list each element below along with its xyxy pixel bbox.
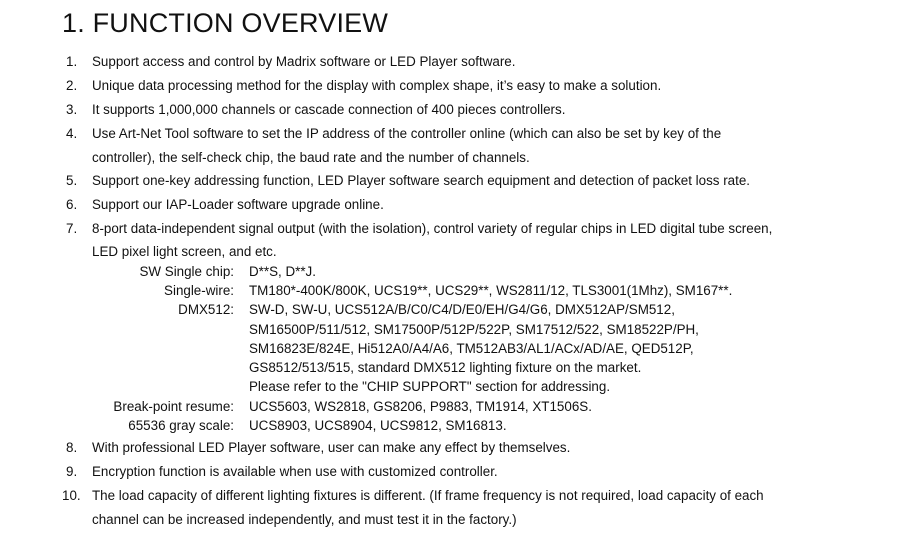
item-number: 4. bbox=[66, 126, 78, 141]
chip-value: SW-D, SW-U, UCS512A/B/C0/C4/D/E0/EH/G4/G6, DMX512AP/SM512, bbox=[249, 302, 675, 317]
chip-label: Single-wire: bbox=[164, 283, 234, 298]
item-text: Support one-key addressing function, LED Player software search equipment and detection of packet loss rate. bbox=[92, 173, 751, 188]
item-number: 9. bbox=[66, 464, 78, 479]
item-text: With professional LED Player software, user can make any effect by themselves. bbox=[92, 440, 571, 455]
item-text: Support access and control by Madrix software or LED Player software. bbox=[92, 54, 516, 69]
item-text: It supports 1,000,000 channels or cascade connection of 400 pieces controllers. bbox=[92, 102, 566, 117]
item-text: controller), the self-check chip, the baud rate and the number of channels. bbox=[92, 150, 530, 165]
chip-label: SW Single chip: bbox=[139, 264, 234, 279]
item-number: 8. bbox=[66, 440, 78, 455]
chip-value: SM16823E/824E, Hi512A0/A4/A6, TM512AB3/AL1/ACx/AD/AE, QED512P, bbox=[249, 341, 694, 356]
chip-value: GS8512/513/515, standard DMX512 lighting fixture on the market. bbox=[249, 360, 642, 375]
chip-label: DMX512: bbox=[178, 302, 234, 317]
item-text: LED pixel light screen, and etc. bbox=[92, 244, 277, 259]
item-number: 5. bbox=[66, 173, 78, 188]
item-number: 3. bbox=[66, 102, 78, 117]
chip-value: Please refer to the "CHIP SUPPORT" section for addressing. bbox=[249, 379, 611, 394]
item-text: The load capacity of different lighting fixtures is different. (If frame frequency is not required, load capacity of each bbox=[92, 488, 764, 503]
item-number: 7. bbox=[66, 221, 78, 236]
chip-value: D**S, D**J. bbox=[249, 264, 316, 279]
item-text: channel can be increased independently, and must test it in the factory.) bbox=[92, 512, 517, 527]
chip-label: Break-point resume: bbox=[113, 399, 234, 414]
item-text: 8-port data-independent signal output (with the isolation), control variety of regular chips in LED digital tube screen, bbox=[92, 221, 773, 236]
chip-value: TM180*-400K/800K, UCS19**, UCS29**, WS2811/12, TLS3001(1Mhz), SM167**. bbox=[249, 283, 733, 298]
chip-value: UCS8903, UCS8904, UCS9812, SM16813. bbox=[249, 418, 507, 433]
item-text: Use Art-Net Tool software to set the IP address of the controller online (which can also be set by key of the bbox=[92, 126, 722, 141]
item-number: 2. bbox=[66, 78, 78, 93]
item-text: Support our IAP-Loader software upgrade online. bbox=[92, 197, 384, 212]
item-number: 1. bbox=[66, 54, 78, 69]
chip-value: SM16500P/511/512, SM17500P/512P/522P, SM17512/522, SM18522P/PH, bbox=[249, 322, 699, 337]
item-text: Encryption function is available when use with customized controller. bbox=[92, 464, 498, 479]
item-text: Unique data processing method for the display with complex shape, it’s easy to make a solution. bbox=[92, 78, 662, 93]
item-number: 10. bbox=[62, 488, 81, 503]
chip-label: 65536 gray scale: bbox=[128, 418, 234, 433]
page-title: 1. FUNCTION OVERVIEW bbox=[62, 8, 389, 38]
chip-value: UCS5603, WS2818, GS8206, P9883, TM1914, XT1506S. bbox=[249, 399, 592, 414]
item-number: 6. bbox=[66, 197, 78, 212]
